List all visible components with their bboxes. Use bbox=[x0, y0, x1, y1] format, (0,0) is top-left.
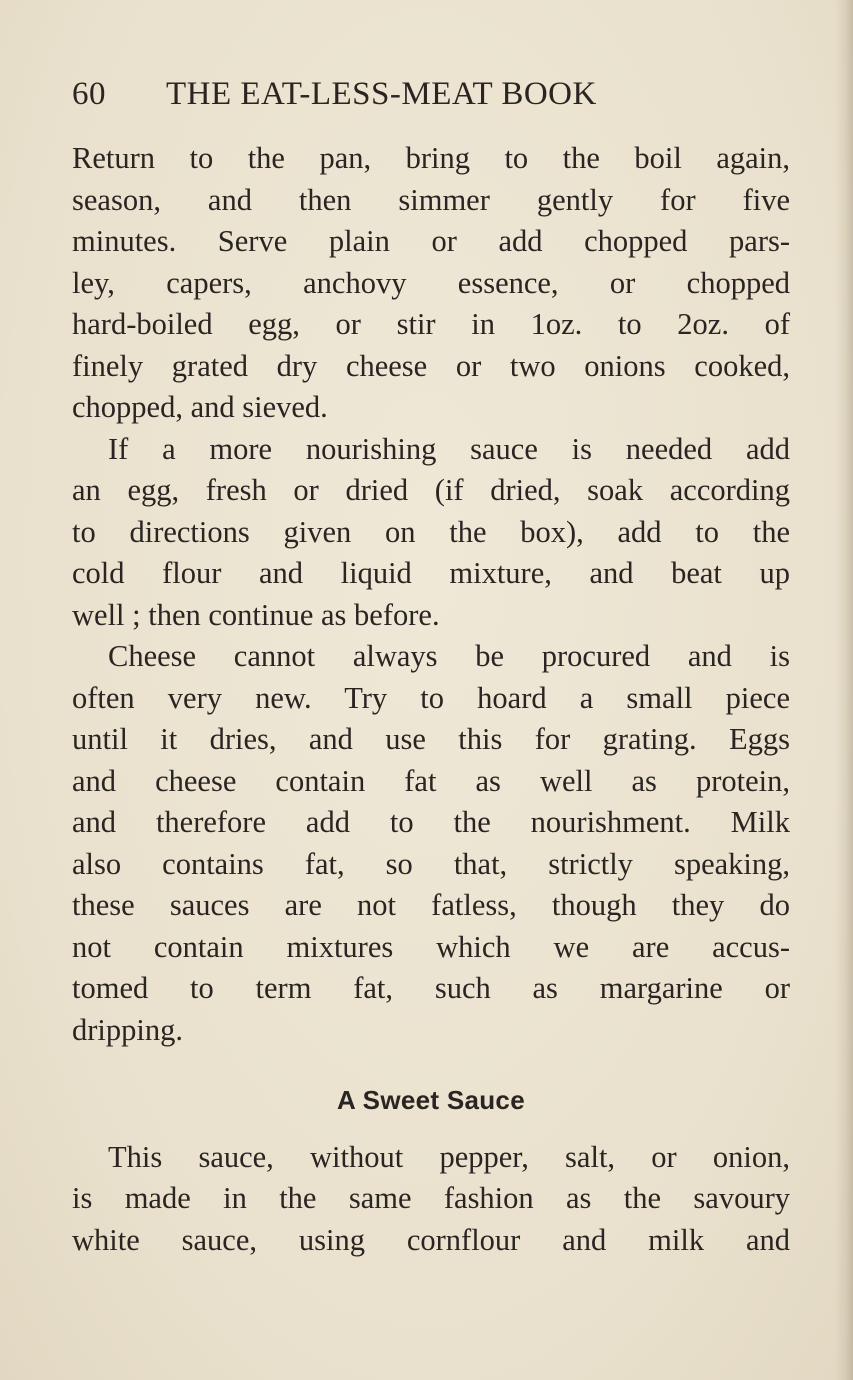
text-line: these sauces are not fatless, though they do bbox=[72, 888, 790, 922]
text-line: is made in the same fashion as the savoury bbox=[72, 1181, 790, 1215]
page-number: 60 bbox=[72, 76, 106, 112]
text-line: and cheese contain fat as well as protein, bbox=[72, 764, 790, 798]
text-line: Return to the pan, bring to the boil again, bbox=[72, 141, 790, 175]
text-line: hard-boiled egg, or stir in 1oz. to 2oz. of bbox=[72, 307, 790, 341]
text-line: tomed to term fat, such as margarine or bbox=[72, 971, 790, 1005]
text-line: Cheese cannot always be procured and is bbox=[108, 639, 790, 673]
text-line: finely grated dry cheese or two onions cooked, bbox=[72, 349, 790, 383]
text-line: also contains fat, so that, strictly speaking, bbox=[72, 847, 790, 881]
text-line: an egg, fresh or dried (if dried, soak according bbox=[72, 473, 790, 507]
text-line: white sauce, using cornflour and milk and bbox=[72, 1223, 790, 1257]
text-line: not contain mixtures which we are accus- bbox=[72, 930, 790, 964]
text-line: well ; then continue as before. bbox=[72, 598, 440, 632]
text-line: ley, capers, anchovy essence, or chopped bbox=[72, 266, 790, 300]
text-line: If a more nourishing sauce is needed add bbox=[108, 432, 790, 466]
text-line: chopped, and sieved. bbox=[72, 390, 328, 424]
text-line: season, and then simmer gently for five bbox=[72, 183, 790, 217]
text-line: often very new. Try to hoard a small piece bbox=[72, 681, 790, 715]
text-line: and therefore add to the nourishment. Milk bbox=[72, 805, 790, 839]
page-edge-shadow bbox=[835, 0, 853, 1380]
text-line: until it dries, and use this for grating. Eggs bbox=[72, 722, 790, 756]
text-line: dripping. bbox=[72, 1013, 183, 1047]
running-title: THE EAT-LESS-MEAT BOOK bbox=[166, 76, 597, 112]
text-line: to directions given on the box), add to the bbox=[72, 515, 790, 549]
section-heading: A Sweet Sauce bbox=[337, 1085, 525, 1115]
text-line: minutes. Serve plain or add chopped pars- bbox=[72, 224, 790, 258]
running-header bbox=[72, 76, 792, 120]
text-line: This sauce, without pepper, salt, or onion, bbox=[108, 1140, 790, 1174]
text-line: cold flour and liquid mixture, and beat up bbox=[72, 556, 790, 590]
